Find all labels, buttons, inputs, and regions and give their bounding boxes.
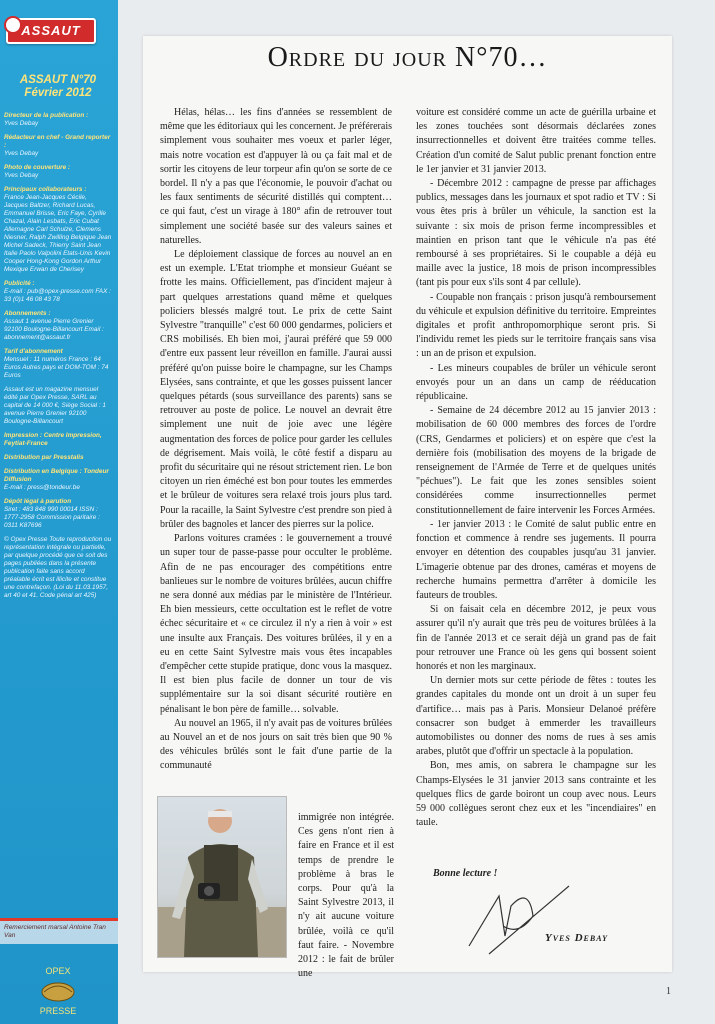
- thanks-banner: Remerciement marsal Antoine Tran Van: [0, 918, 118, 944]
- credit-block: Rédacteur en chef - Grand reporter : Yves Debay: [4, 134, 111, 157]
- credit-block: Distribution par Presstalis: [4, 454, 84, 461]
- editorial-page: [143, 36, 672, 980]
- issue-number: ASSAUT N°70: [19, 74, 97, 86]
- paragraph: Bon, mes amis, on sabrera le champagne sur les Champs-Elysées le 31 janvier 2013 sans contrainte et les quelques flics de garde boiront un coup avec nous. Leurs 59 000 collègues seront chez eux et les "incendiaires" en taule.: [416, 760, 656, 829]
- page-title: Ordre du jour N°70…: [267, 42, 548, 73]
- credit-block: Publicité : E-mail : pub@opex-presse.com FAX : 33 (0)1 46 08 43 78: [4, 280, 111, 303]
- paragraph: - Décembre 2012 : campagne de presse par affichages publics, messages dans les journaux et spot radio et TV : Si vous êtes pris à brûler un véhicule, la sanction est la suivante : six mois de prison ferme incompressibles et maintien en prison tant que le véhicule n'a pas été remboursé à ses propriétaires. Si le coupable a déjà eu maille avec la justice, 18 mois de prison incompressibles (tant pis pour eux s'ils sont 4 par cellule).: [416, 178, 656, 289]
- issue-date: Février 2012: [24, 87, 92, 99]
- paragraph: Un dernier mots sur cette période de fêtes : toutes les grandes capitales du monde ont un droit à un super feu d'artifice… mais pas à Paris. Monsieur Delanoé préfère consacrer son budget à emmerder les travailleurs automobilistes ou donner des noms de rues à ses amis arabes, plutôt que d'offrir un spectacle à la population.: [416, 675, 656, 758]
- credit-block: Impression : Centre Impression, Feytiat-France: [4, 432, 102, 447]
- issue-info: [6, 74, 110, 100]
- paragraph: Parlons voitures cramées : le gouvernement a trouvé un super tour de passe-passe pour occulter le problème. Afin de ne pas encourager des compétitions entre banlieues sur le nombre de voitures brûlées, aucun chiffre ne sera donné aux médias par le ministère de l'Intérieur. Eh bien messieurs, cette occultation est le reflet de votre échec sécuritaire et « ce circulez il n'y a rien à voir » est une insulte aux Français. Des voitures brûlées, il y en a eu en cette Saint Sylvestre mais vous êtes incapables d'empêcher cette stupide pratique, donc vous la masquez. Il est bien plus facile de donner un tour de vis supplémentaire sur la soi disant sécurité routière en pénalisant le bon père de famille… solvable.: [160, 533, 392, 715]
- logo-text: ASSAUT: [21, 23, 81, 38]
- paragraph: Au nouvel an 1965, il n'y avait pas de voitures brûlées au Nouvel an et de nos jours on sait très bien que 90 % des véhicules brûlés sont le fait d'une partie de la communauté: [160, 717, 392, 772]
- credit-block: Directeur de la publication : Yves Debay: [4, 112, 89, 127]
- masthead-credits: [4, 112, 112, 600]
- credit-block: Dépôt légal à parution Siret : 483 848 990 00014 ISSN : 1777-2958 Commission paritaire : 0311 K87696: [4, 498, 100, 529]
- paragraph: voiture est considéré comme un acte de guérilla urbaine et les zones touchées sont désormais déclarées zones insurrectionnelles et doivent être traitées comme telles. Création d'un comité de Salut public prenant fonction entre le 1er janvier et 31 janvier 2013.: [416, 107, 656, 175]
- opex-logo-top: OPEX: [45, 966, 71, 976]
- author-photo: [157, 796, 287, 958]
- paragraph: Le déploiement classique de forces au nouvel an en est un exemple. L'Etat triomphe et monsieur Guéant se frotte les mains. Officiellement, pas d'incident majeur à part quelques arrestations quand même et quelques policiers blessés malgré tout. Le prix de cette Saint Sylvestre "tranquille" c'est 60 000 gendarmes, policiers et CRS mobilisés. Eh bien moi, j'aurai préféré que 59 000 d'entre eux passent leur réveillon en famille. J'aurai aussi préféré qu'on puisse boire le champagne, sur les Champs Elysées, sans contrainte, et que les gosses puissent lancer quelques pétards (sous surveillance des parents) sans se retrouver au poste de police. Le nouvel an devrait être simplement une nuit de joie avec une légère augmentation des forces de police pour garder les cellules de dégrisement. Mais voilà, le côté festif a disparu au profit du sécuritaire qui ne résout strictement rien. Le bon citoyen un rien éméché est bon pour toutes les emmerdes et le brûleur de voitures sera relaxé trois jours plus tard. Pour la racaille, la Saint Sylvestre c'est prendre son pied à brûler des bagnoles et lancer des pierres sur la police.: [160, 249, 392, 530]
- paragraph: - 1er janvier 2013 : le Comité de salut public entre en fonction et commence à rendre ses jugements. Il pourra envoyer en détention des coupables jusqu'au 31 janvier. L'imagerie obtenue par des drones, caméras et moyens de recherche humains permettra d'arrêter à domicile les fauteurs de troubles.: [416, 518, 656, 601]
- article-column-right: [416, 106, 656, 830]
- credit-block: Distribution en Belgique : Tondeur Diffusion E-mail : press@tondeur.be: [4, 468, 109, 491]
- credit-block: Photo de couverture : Yves Debay: [4, 164, 71, 179]
- credit-block: Tarif d'abonnement Mensuel : 11 numéros France : 64 Euros Autres pays et DOM-TOM : 74 Euros: [4, 348, 109, 379]
- logo-emblem-icon: [4, 16, 22, 34]
- author-name: Yves Debay: [545, 932, 608, 944]
- credit-block: Principaux collaborateurs : France Jean-Jacques Cécile, Jacques Baltzer, Richard Lucas, Emmanuel Brisse, Eric Faye, Cyrille Chazal, Alain Lesbats, Eric Cubat Allemagne Carl Schulze, Clemens Niesner, Ralph Zwilling Belgique Jean Michel Sadeck, Thierry Saint Jean Italie Paolo Valpolini Etats-Unis Kevin Cooper Hong-Kong Gordon Arthur Mexique Erwan de Cherisey: [4, 186, 112, 273]
- opex-presse-logo: [18, 962, 98, 1018]
- credit-block: © Opex Presse Toute reproduction ou représentation intégrale ou partielle, par quelque procédé que ce soit des pages publiées dans la présente publication faite sans accord préalable écrit est illicite et constitue une contrefaçon. (Loi du 11.03.1957, art 40 et 41. Code pénal art 425): [4, 536, 112, 599]
- article-column-left-continuation: immigrée non intégrée. Ces gens n'ont rien à faire en France et il est temps de prendre le problème à bras le corps. Pour qu'à la Saint Sylvestre 2013, il n'y ait aucune voiture brûlée, voilà ce qu'il faut faire. - Novembre 2012 : le fait de brûler une: [298, 812, 394, 980]
- soldier-portrait-icon: [158, 797, 286, 957]
- masthead-sidebar: [0, 0, 118, 1024]
- paragraph: Si on faisait cela en décembre 2012, je peux vous assurer qu'il n'y aurait que très peu de voitures brûlées à la fin de l'année 2013 et ce serait déjà un grand pas de fait pour retrouver une France où les gens qui bossent soient honorés et non les marginaux.: [416, 604, 656, 672]
- page-number: 1: [666, 986, 671, 997]
- credit-block: Abonnements : Assaut 1 avenue Pierre Grenier 92100 Boulogne-Billancourt Email : abonnement@assaut.fr: [4, 310, 104, 341]
- credit-block: Assaut est un magazine mensuel édité par Opex Presse, SARL au capital de 14 000 €, Siège Social : 1 avenue Pierre Grenier 92100 Boulogne-Billancourt: [4, 386, 106, 425]
- paragraph: - Semaine de 24 décembre 2012 au 15 janvier 2013 : mobilisation de 60 000 membres des forces de l'ordre (CRS, Gendarmes et policiers) et on espère que c'est la dernière fois (mobilisation des moyens de la brigade de renseignement de l'Armée de Terre et de quelques unités "péchues"). Le fait que les zones sensibles soient considérées comme insurrectionnelles permet constitutionnellement de faire intervenir les Forces Armées.: [416, 405, 656, 516]
- paragraph: Hélas, hélas… les fins d'années se ressemblent de même que les éditoriaux qui les concernent. Je préférerais simplement vous souhaiter mes voeux et parler léger, mais notre vocation est d'appuyer là ou ça fait mal et de sortir les citoyens de leur torpeur afin qu'on se sorte de ce bordel. Il n'y a pas que l'économie, le pouvoir d'achat ou les faux sentiments de sécurité distillés qui comptent… ce qui faut, c'est un virage à 180° afin de retrouver tout simplement une société basée sur des valeurs saines et naturelles.: [160, 107, 392, 246]
- paragraph: - Les mineurs coupables de brûler un véhicule seront envoyés pour un an dans un camp de rééducation républicaine.: [416, 362, 656, 403]
- article-column-left: [160, 106, 392, 774]
- handwritten-signature: [459, 876, 579, 956]
- paragraph: - Coupable non français : prison jusqu'à remboursement du véhicule et expulsion définitive du territoire. Empreintes digitales et profit anthropomorphique seront pris. Si l'individu remet les pieds sur le territoire français sans visa : un an de prison et expulsion.: [416, 291, 656, 360]
- signoff: Bonne lecture !: [433, 868, 498, 879]
- opex-logo-bottom: PRESSE: [39, 1006, 77, 1016]
- assaut-logo: [6, 18, 96, 44]
